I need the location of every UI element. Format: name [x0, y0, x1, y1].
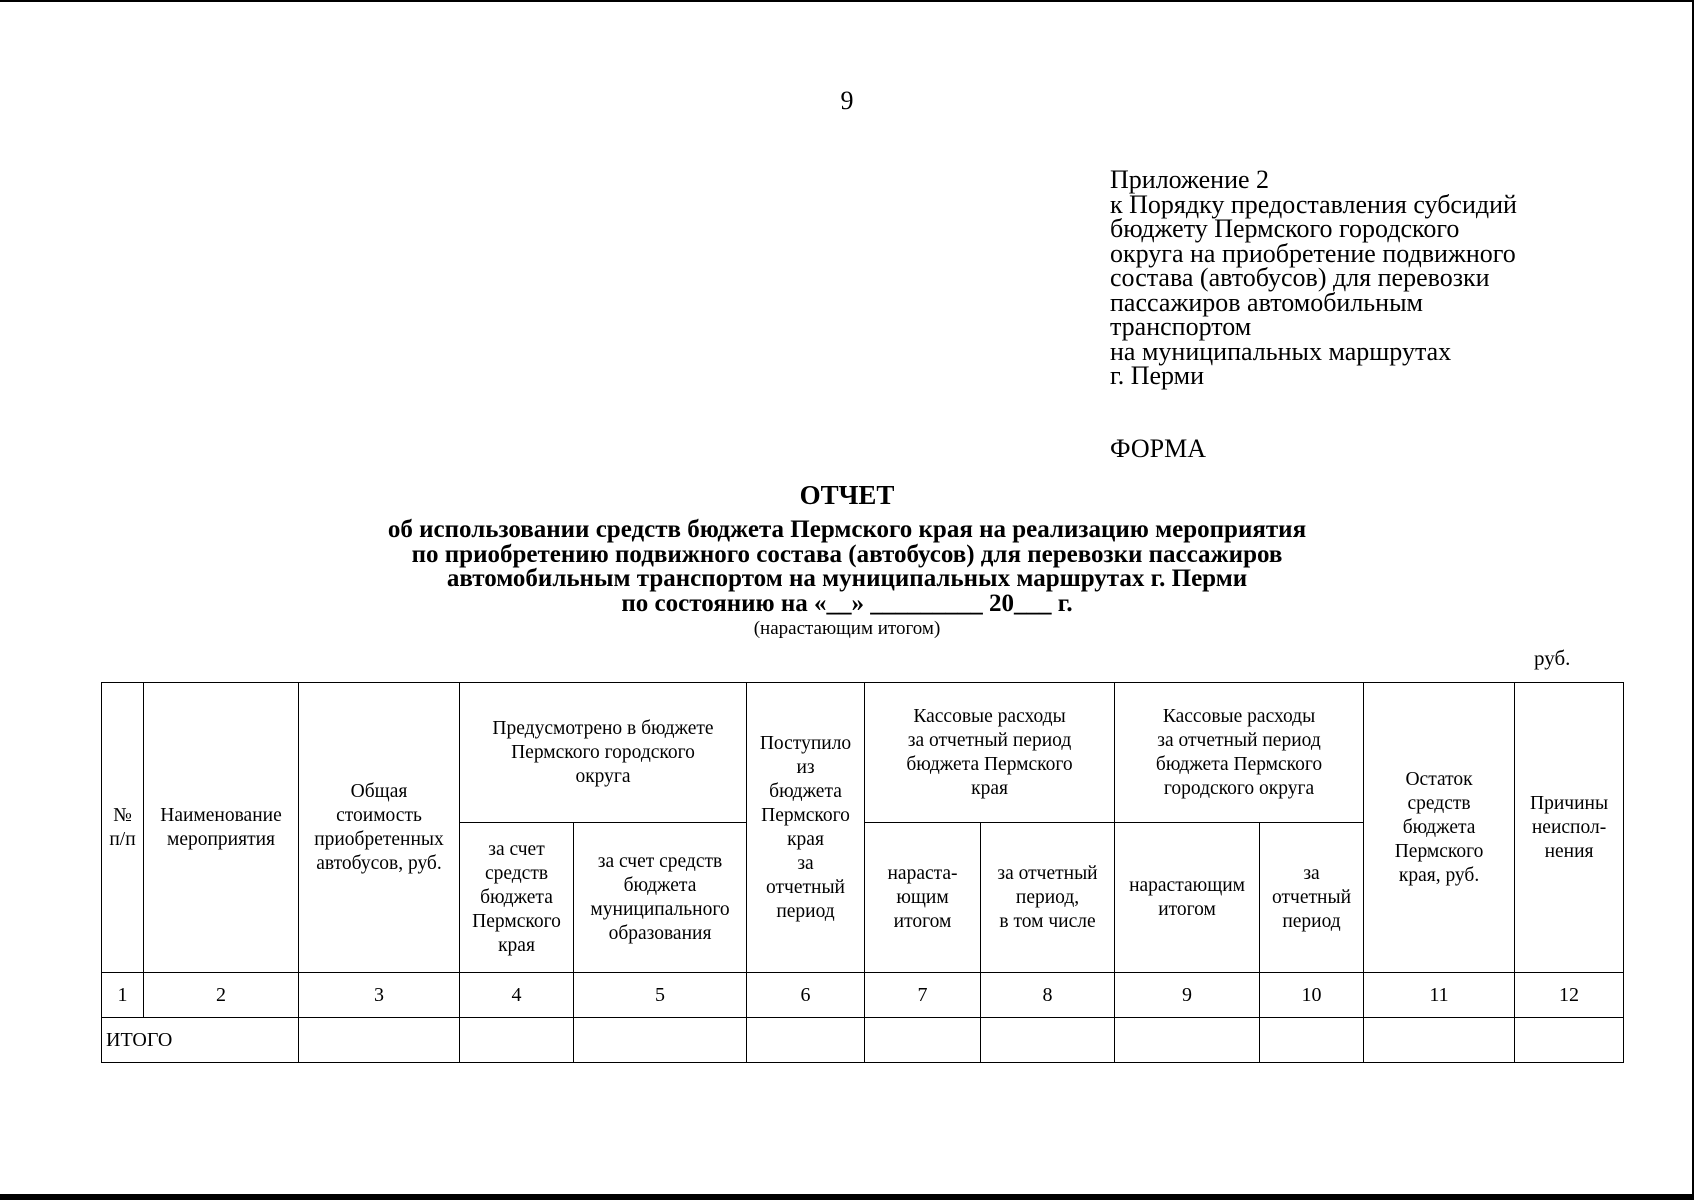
- column-number-row: [102, 973, 1624, 1018]
- total-cell: [747, 1018, 865, 1063]
- column-number: 2: [144, 973, 299, 1018]
- header-city-period: за отчетный период: [1260, 823, 1364, 973]
- total-cell: [574, 1018, 747, 1063]
- header-region-cumulative: нараста- ющим итогом: [865, 823, 981, 973]
- appendix-line: на муниципальных маршрутах: [1110, 336, 1452, 366]
- header-city-cumulative: нарастающим итогом: [1115, 823, 1260, 973]
- appendix-line: к Порядку предоставления субсидий: [1110, 189, 1517, 219]
- page-number: 9: [840, 86, 854, 115]
- column-number: 8: [981, 973, 1115, 1018]
- total-cell: [1364, 1018, 1515, 1063]
- report-subtitle: [0, 518, 1694, 616]
- column-number: 12: [1515, 973, 1624, 1018]
- total-cell: [1115, 1018, 1260, 1063]
- column-number: 10: [1260, 973, 1364, 1018]
- table-header-row: [102, 683, 1624, 823]
- page-border-top: [0, 0, 1694, 2]
- header-remaining-funds: Остаток средств бюджета Пермского края, руб.: [1364, 683, 1515, 973]
- header-group-cash-city: Кассовые расходы за отчетный период бюджета Пермского городского округа: [1115, 683, 1364, 823]
- header-group-cash-region: Кассовые расходы за отчетный период бюджета Пермского края: [865, 683, 1115, 823]
- appendix-line: Приложение 2: [1110, 165, 1270, 194]
- column-number: 9: [1115, 973, 1260, 1018]
- report-date-line: по состоянию на «__» _________ 20___ г.: [621, 589, 1073, 617]
- header-region-funds: за счет средств бюджета Пермского края: [460, 823, 574, 973]
- total-label: ИТОГО: [102, 1018, 299, 1063]
- appendix-line: состава (автобусов) для перевозки: [1110, 263, 1490, 292]
- column-number: 6: [747, 973, 865, 1018]
- appendix-header: [1110, 165, 1517, 390]
- total-cell: [1260, 1018, 1364, 1063]
- column-number: 3: [299, 973, 460, 1018]
- header-activity-name: Наименование мероприятия: [144, 683, 299, 973]
- form-label: ФОРМА: [1110, 434, 1206, 463]
- total-cell: [460, 1018, 574, 1063]
- report-subtitle-line: автомобильным транспортом на муниципальных маршрутах г. Перми: [446, 565, 1248, 592]
- page-border-bottom: [0, 1194, 1694, 1200]
- header-total-cost: Общая стоимость приобретенных автобусов, руб.: [299, 683, 460, 973]
- appendix-line: г. Перми: [1110, 361, 1205, 390]
- column-number: 7: [865, 973, 981, 1018]
- appendix-line: бюджету Пермского городского: [1110, 214, 1460, 243]
- currency-unit: руб.: [1534, 646, 1571, 670]
- total-row: [102, 1018, 1624, 1063]
- header-number: № п/п: [102, 683, 144, 973]
- column-number: 5: [574, 973, 747, 1018]
- report-subtitle-line: об использовании средств бюджета Пермского края на реализацию мероприятия: [387, 516, 1307, 543]
- column-number: 1: [102, 973, 144, 1018]
- appendix-line: транспортом: [1110, 312, 1252, 341]
- column-number: 11: [1364, 973, 1515, 1018]
- header-group-city-budget: Предусмотрено в бюджете Пермского городского округа: [460, 683, 747, 823]
- total-cell: [1515, 1018, 1624, 1063]
- header-received-from-region: Поступило из бюджета Пермского края за отчетный период: [747, 683, 865, 973]
- column-number: 4: [460, 973, 574, 1018]
- total-cell: [865, 1018, 981, 1063]
- total-cell: [981, 1018, 1115, 1063]
- appendix-line: округа на приобретение подвижного: [1110, 238, 1516, 268]
- total-cell: [299, 1018, 460, 1063]
- header-reasons: Причины неиспол- нения: [1515, 683, 1624, 973]
- report-title: ОТЧЕТ: [799, 480, 895, 510]
- cumulative-note: (нарастающим итогом): [753, 618, 941, 639]
- appendix-line: пассажиров автомобильным: [1110, 287, 1424, 317]
- header-municipal-funds: за счет средств бюджета муниципального образования: [574, 823, 747, 973]
- report-table: [101, 682, 1624, 1063]
- header-region-period: за отчетный период, в том числе: [981, 823, 1115, 973]
- report-subtitle-line: по приобретению подвижного состава (автобусов) для перевозки пассажиров: [411, 540, 1283, 568]
